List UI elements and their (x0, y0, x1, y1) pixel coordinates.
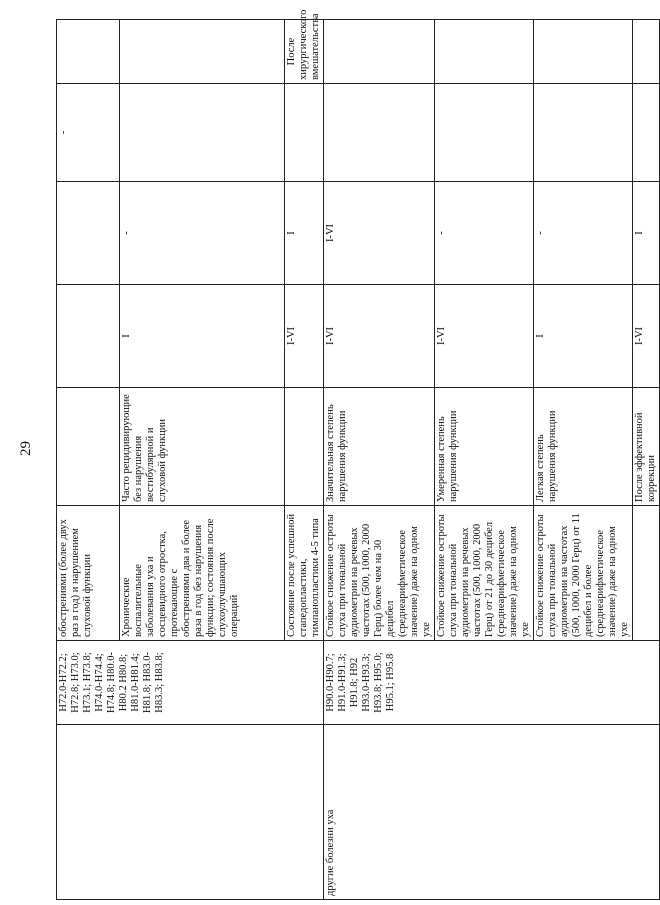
cell-col6: I (285, 182, 324, 285)
degree-cell (57, 388, 120, 506)
cell-col7 (534, 84, 633, 182)
degree-cell: Легкая степень нарушения функции (534, 388, 633, 506)
cell-col6: - (435, 182, 534, 285)
cell-col8 (324, 20, 435, 84)
degree-cell (285, 388, 324, 506)
cell-col5: I (120, 285, 285, 388)
disease-cell: другие болезни уха (324, 725, 660, 900)
degree-cell: После эффективной коррекции (633, 388, 660, 506)
cell-col5: I (534, 285, 633, 388)
rotated-table-wrapper (56, 9, 657, 900)
cell-col8 (120, 20, 285, 84)
cell-col8: После хирургического вмешательства (285, 20, 324, 84)
table-row (324, 20, 435, 900)
cell-col6: I-VI (324, 182, 435, 285)
table-row (57, 20, 120, 900)
condition-cell: Состояние после успешной стапедопластики, тимпанопластики 4-5 типа (285, 506, 324, 641)
degree-cell: Значительная степень нарушения функции (324, 388, 435, 506)
condition-cell: Хронические воспалительные заболевания уха и сосцевидного отростка, протекающие с обострениями два и более раза в год без нарушения функции; состояния после слухоулучшающих операций (120, 506, 285, 641)
codes-cell: H90.0-H90.7; H91.0-H91.3; H91.8; H92 H93.0-H93.3; H93.8; H95.0; H95.1; H95.8 (324, 641, 660, 725)
disease-cell (57, 725, 324, 900)
cell-col7 (633, 84, 660, 182)
cell-col6 (57, 182, 120, 285)
cell-col7 (285, 84, 324, 182)
cell-col6: - (534, 182, 633, 285)
cell-col6: I (633, 182, 660, 285)
cell-col8 (633, 20, 660, 84)
cell-col5 (57, 285, 120, 388)
codes-cell: H72.0-H72.2; H72.8; H73.0; H73.1; H73.8; H74.0-H74.4; H74.8; H80.0-H80.2 H80.8; H81.0-H81.4; H81.8; H83.0-H83.3; H83.8; (57, 641, 324, 725)
cell-col8 (534, 20, 633, 84)
regulation-table (56, 9, 660, 900)
condition-cell: Стойкое снижение остроты слуха при тональной аудиометрии на речевых частотах (500, 1000, 2000 Герц) более чем на 30 децибел (среднеарифметическое значение) даже на одном ухе (324, 506, 435, 641)
cell-col8 (435, 20, 534, 84)
cell-col5: I-VI (285, 285, 324, 388)
condition-cell: обострениями (более двух раз в год) и нарушением слуховой функции (57, 506, 120, 641)
condition-cell: Стойкое снижение остроты слуха при тональной аудиометрии на частотах (500, 1000, 2000 Герц) от 11 децибел и более (среднеарифметическое значение) даже на одном ухе (534, 506, 633, 641)
page-number: 29 (18, 441, 34, 456)
cell-col5: I-VI (633, 285, 660, 388)
cell-col7 (120, 84, 285, 182)
condition-cell: Стойкое снижение остроты слуха при тональной аудиометрии на речевых частотах (500, 1000, 2000 Герц) от 21 до 30 децибел (среднеарифметическое значение) даже на одном ухе (435, 506, 534, 641)
degree-cell: Часто рецидивирующие без нарушения вестибулярной и слуховой функции (120, 388, 285, 506)
cell-col8 (57, 20, 120, 84)
cell-col5: I-VI (435, 285, 534, 388)
cell-col6: - (120, 182, 285, 285)
cell-col7 (324, 84, 435, 182)
degree-cell: Умеренная степень нарушения функции (435, 388, 534, 506)
cell-col5: I-VI (324, 285, 435, 388)
cell-col7 (435, 84, 534, 182)
cell-col7: - (57, 84, 120, 182)
condition-cell (633, 506, 660, 641)
